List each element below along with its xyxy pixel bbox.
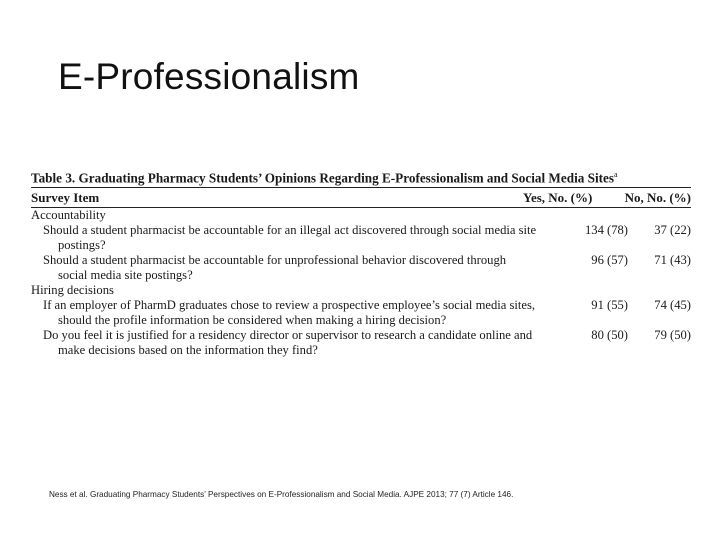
section-label-accountability: Accountability <box>31 208 106 223</box>
row-yes-value: 134 (78) <box>584 223 628 238</box>
survey-table <box>31 166 691 358</box>
row-question: Do you feel it is justified for a residency director or supervisor to research a candidate online and make decisions based on the information they find? <box>43 328 533 358</box>
row-no-value: 71 (43) <box>654 253 691 268</box>
row-question: Should a student pharmacist be accountable for unprofessional behavior discovered through social media site postings? <box>43 253 507 283</box>
table-row <box>31 328 691 358</box>
table-row <box>31 253 691 283</box>
header-no: No, No. (%) <box>624 190 691 206</box>
row-question: If an employer of PharmD graduates chose to review a prospective employee’s social media sites, should the profile information be considered when making a hiring decision? <box>43 298 536 328</box>
table-row <box>31 223 691 253</box>
citation-footnote: Ness et al. Graduating Pharmacy Students’ Perspectives on E-Professionalism and Social Media. AJPE 2013; 77 (7) Article 146. <box>49 490 514 499</box>
row-no-value: 37 (22) <box>654 223 691 238</box>
section-label-hiring-decisions: Hiring decisions <box>31 283 114 298</box>
row-yes-value: 91 (55) <box>591 298 628 313</box>
slide-title: E-Professionalism <box>58 56 360 97</box>
row-no-value: 79 (50) <box>654 328 691 343</box>
table-row <box>31 298 691 328</box>
row-yes-value: 80 (50) <box>591 328 628 343</box>
table-caption: Table 3. Graduating Pharmacy Students’ Opinions Regarding E-Professionalism and Social Media Sites$^a$ <box>31 170 618 186</box>
row-no-value: 74 (45) <box>654 298 691 313</box>
header-survey-item: Survey Item <box>31 190 100 206</box>
caption-superscript: a <box>614 170 618 179</box>
row-yes-value: 96 (57) <box>591 253 628 268</box>
table-header-row <box>31 188 691 207</box>
header-yes: Yes, No. (%) <box>523 190 593 206</box>
row-question: Should a student pharmacist be accountable for an illegal act discovered through social media site postings? <box>43 223 537 253</box>
